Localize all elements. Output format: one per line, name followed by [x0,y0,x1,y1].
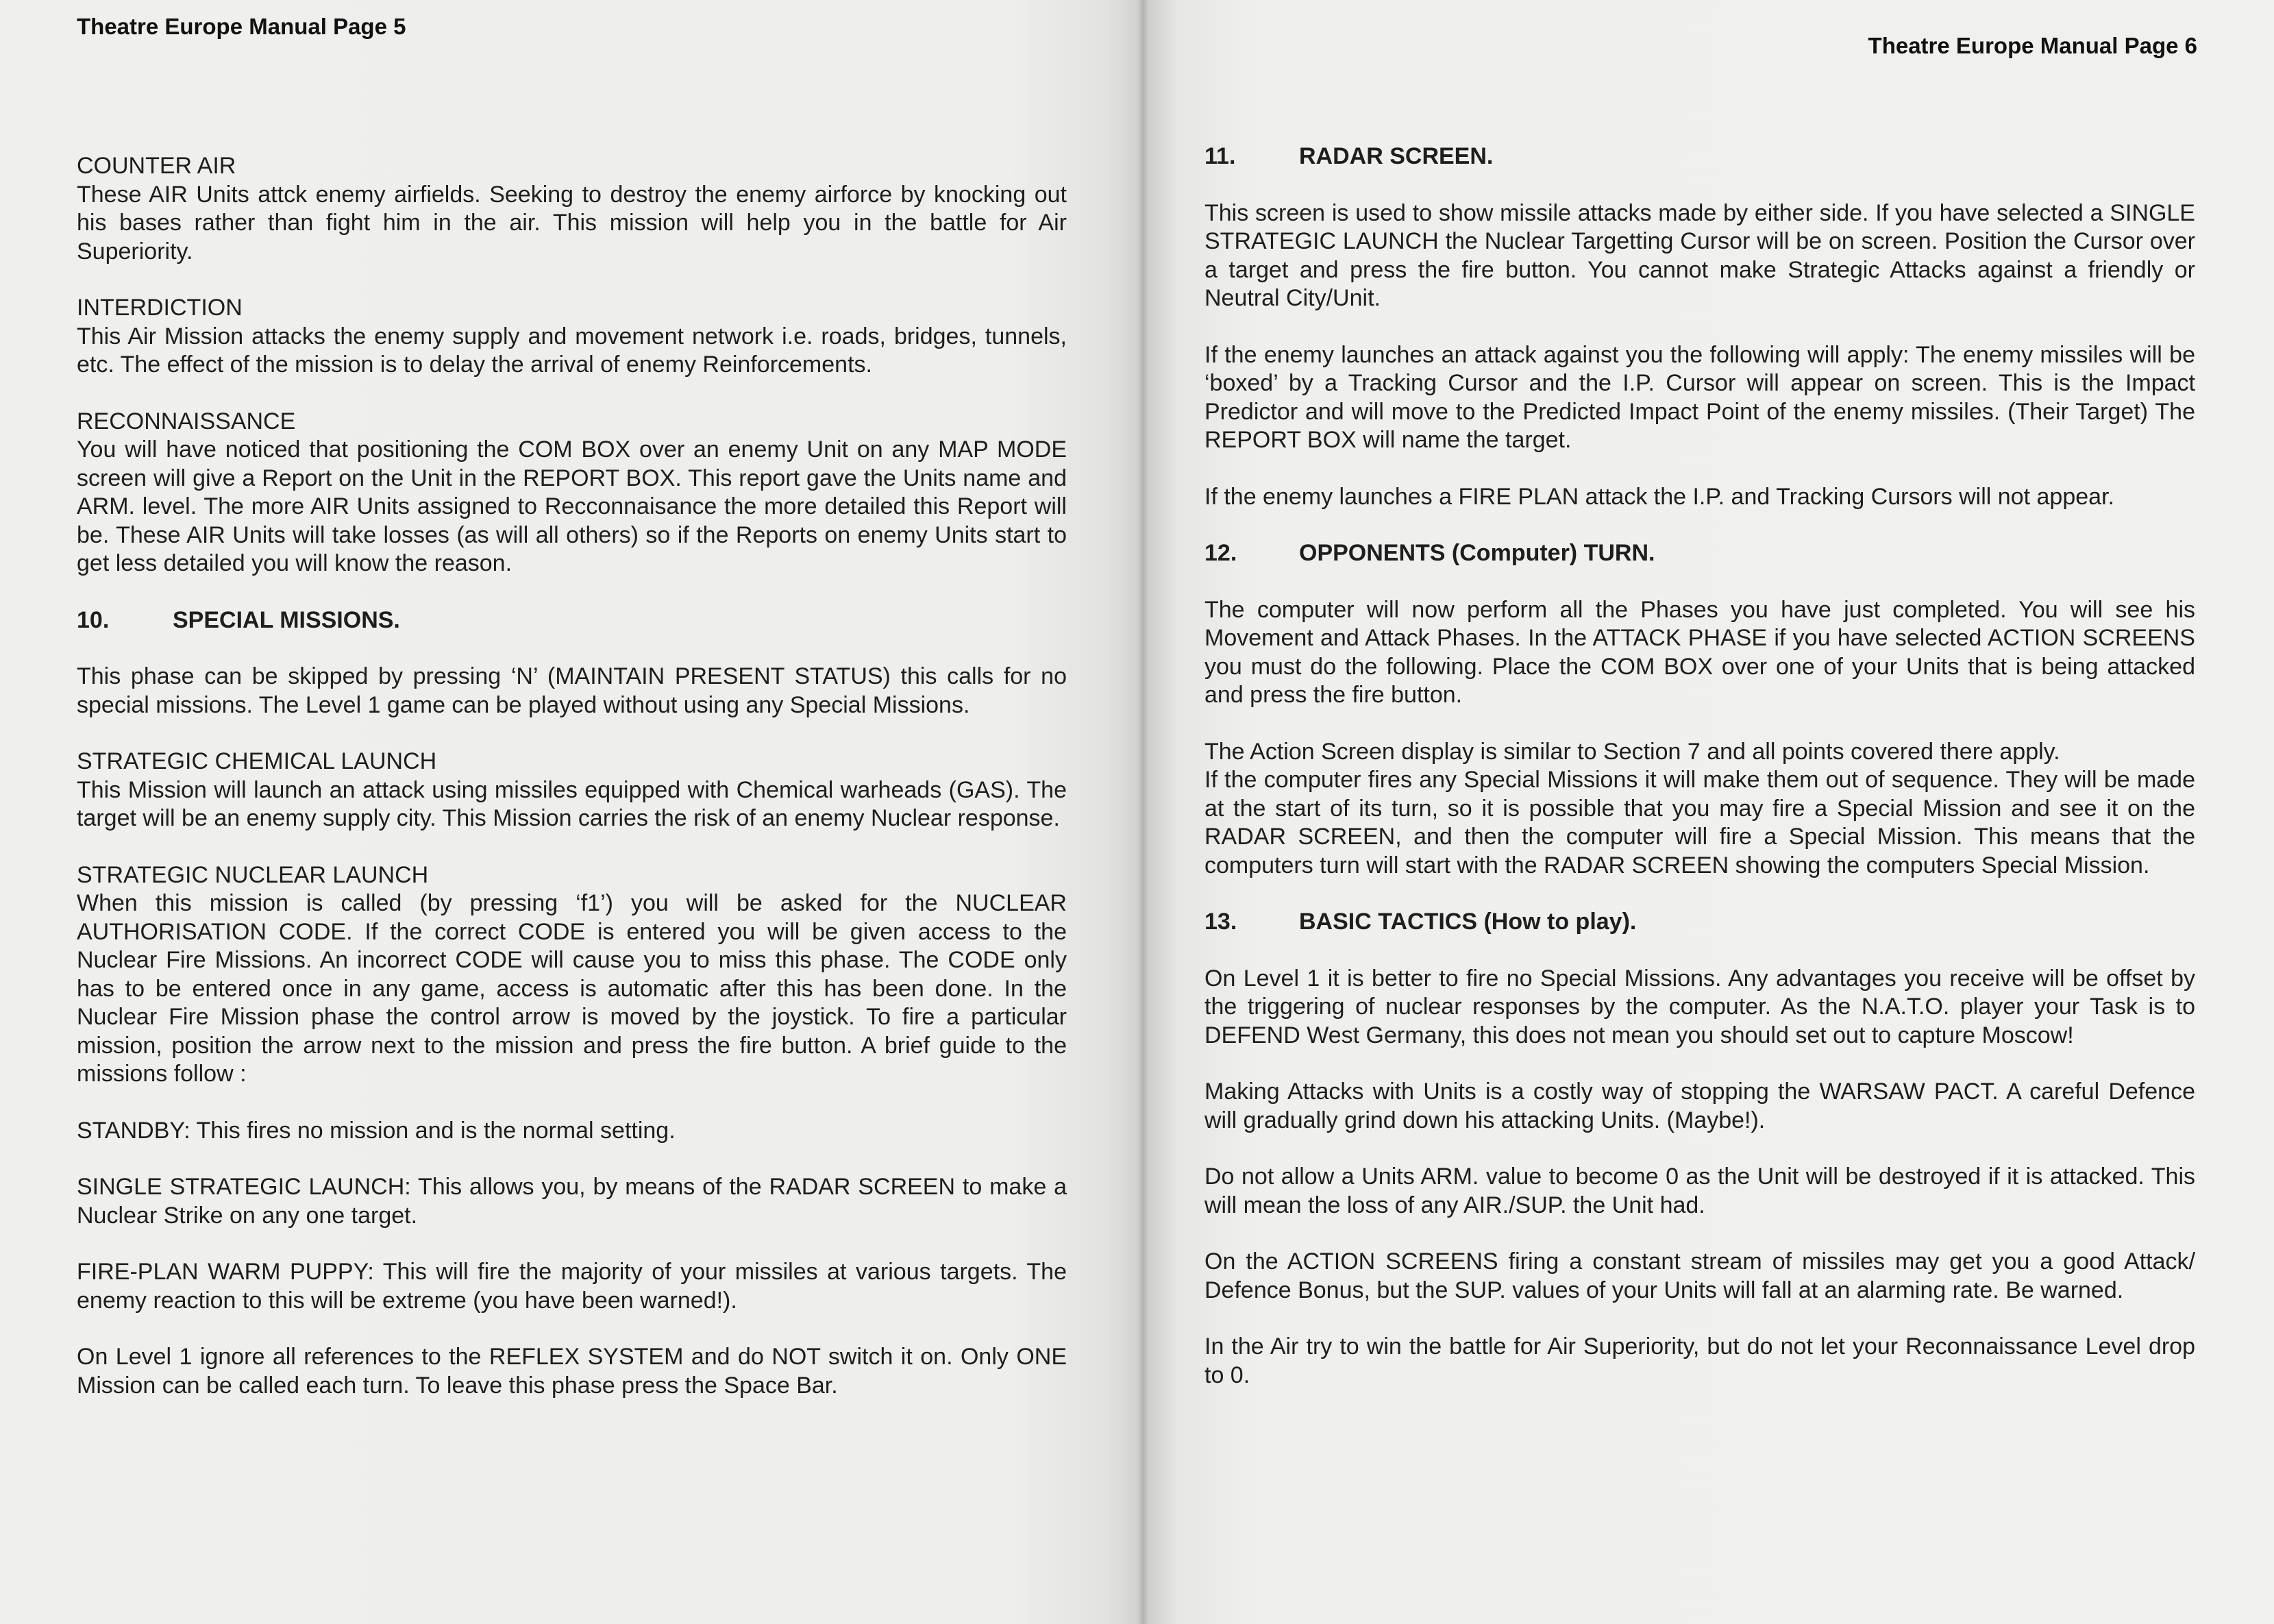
section-heading [1204,143,2195,171]
section-subtitle: INTERDICTION [77,295,243,321]
page-header: Theatre Europe Manual Page 5 [77,14,406,39]
section-paragraph: SINGLE STRATEGIC LAUNCH: This allows you, by means of the RADAR SCREEN to make a Nuclear Strike on any one target. [77,1174,1067,1229]
opponents-paragraph-2 [1204,738,2195,881]
section-paragraph: This Air Mission attacks the enemy supply and movement network i.e. roads, bridges, tunnels, etc. The effect of the mission is to delay the arrival of enemy Reinforcements. [77,323,1067,378]
manual-page-6 [1143,0,2274,1624]
radar-paragraph-3 [1204,483,2195,512]
section-paragraph: The computer will now perform all the Phases you have just completed. You will see his Movement and Attack Phases. In the ATTACK PHASE if you have selected ACTION SCREENS you must do the following. Place the COM BOX over one of your Units that is being attacked and press the fire button. [1204,596,2195,708]
radar-paragraph-2 [1204,341,2195,455]
section-title: SPECIAL MISSIONS. [173,606,400,633]
single-launch-entry [77,1173,1067,1230]
section-paragraph: Making Attacks with Units is a costly way of stopping the WARSAW PACT. A careful Defence will gradually grind down his attacking Units. (Maybe!). [1204,1079,2195,1133]
section-heading [1204,908,2195,937]
fire-plan-entry [77,1258,1067,1315]
section-paragraph: You will have noticed that positioning the COM BOX over an enemy Unit on any MAP MODE screen will give a Report on the Unit in the REPORT BOX. This report gave the Units name and ARM. level. The more AIR Units assigned to Recconnaisance the more detailed this Report will be. These AIR Units will take losses (as will all others) so if the Reports on enemy Units start to get less detailed you will know the reason. [77,436,1067,576]
tactics-paragraph-2 [1204,1078,2195,1135]
section-paragraph: This screen is used to show missile attacks made by either side. If you have selected a SINGLE STRATEGIC LAUNCH the Nuclear Targetting Cursor will be on screen. Position the Cursor over a target and press the fire button. You cannot make Strategic Attacks against a friendly or Neutral City/Unit. [1204,199,2195,311]
page-header: Theatre Europe Manual Page 6 [1868,33,2197,58]
interdiction-section [77,294,1067,380]
section-paragraph: In the Air try to win the battle for Air Superiority, but do not let your Reconnaissance Level drop to 0. [1204,1333,2195,1388]
book-gutter [1137,0,1148,1624]
section-paragraph: If the enemy launches a FIRE PLAN attack the I.P. and Tracking Cursors will not appear. [1204,483,2114,510]
section-paragraph: The Action Screen display is similar to Section 7 and all points covered there apply. [1204,738,2060,765]
section-paragraph: These AIR Units attck enemy airfields. Seeking to destroy the enemy airforce by knocking out his bases rather than fight him in the air. This mission will help you in the battle for Air Superiority. [77,181,1067,264]
section-paragraph: STANDBY: This fires no mission and is the normal setting. [77,1117,676,1144]
page-6-content [1204,143,2195,1418]
section-paragraph: If the computer fires any Special Missions it will make them out of sequence. They will be made at the start of its turn, so it is possible that you may fire a Special Mission and see it on the RADAR SCREEN, and then the computer will fire a Special Mission. This means that the computers turn will start with the RADAR SCREEN showing the computers Special Mission. [1204,767,2195,878]
section-paragraph: On the ACTION SCREENS firing a constant stream of missiles may get you a good Attack/ Defence Bonus, but the SUP. values of your Units will fall at an alarming rate. Be warned. [1204,1248,2195,1303]
special-missions-intro [77,663,1067,719]
strategic-chemical-section [77,748,1067,833]
section-heading [1204,539,2195,568]
section-title: BASIC TACTICS (How to play). [1299,909,1637,935]
tactics-paragraph-4 [1204,1248,2195,1305]
section-paragraph: This phase can be skipped by pressing ‘N’ (MAINTAIN PRESENT STATUS) this calls for no special missions. The Level 1 game can be played without using any Special Missions. [77,663,1067,718]
counter-air-section [77,152,1067,266]
section-subtitle: RECONNAISSANCE [77,408,296,434]
tactics-paragraph-5 [1204,1333,2195,1390]
section-paragraph: When this mission is called (by pressing ‘f1’) you will be asked for the NUCLEAR AUTHORISATION CODE. If the correct CODE is entered you will be given access to the Nuclear Fire Missions. An incorrect CODE will cause you to miss this phase. The CODE only has to be entered once in any game, access is automatic after this has been done. In the Nuclear Fire Mission phase the control arrow is moved by the joystick. To fire a particular mission, position the arrow next to the mission and press the fire button. A brief guide to the missions follow : [77,890,1067,1087]
section-paragraph: On Level 1 ignore all references to the REFLEX SYSTEM and do NOT switch it on. Only ONE Mission can be called each turn. To leave this phase press the Space Bar. [77,1344,1067,1399]
tactics-paragraph-3 [1204,1163,2195,1220]
section-paragraph: On Level 1 it is better to fire no Special Missions. Any advantages you receive will be offset by the triggering of nuclear responses by the computer. As the N.A.T.O. player your Task is to DEFEND West Germany, this does not mean you should set out to capture Moscow! [1204,965,2195,1048]
section-subtitle: STRATEGIC NUCLEAR LAUNCH [77,861,429,888]
section-title: OPPONENTS (Computer) TURN. [1299,540,1655,566]
section-subtitle: STRATEGIC CHEMICAL LAUNCH [77,748,437,774]
section-heading [77,606,1067,635]
page-5-content [77,152,1067,1428]
section-paragraph: Do not allow a Units ARM. value to become 0 as the Unit will be destroyed if it is attacked. This will mean the loss of any AIR./SUP. the Unit had. [1204,1164,2195,1218]
section-subtitle: COUNTER AIR [77,153,236,179]
radar-paragraph-1 [1204,199,2195,313]
section-title: RADAR SCREEN. [1299,143,1494,169]
section-paragraph: If the enemy launches an attack against you the following will apply: The enemy missiles will be ‘boxed’ by a Tracking Cursor and the I.P. Cursor will appear on screen. This is the Impact Predictor and will move to the Predicted Impact Point of the enemy missiles. (Their Target) The REPORT BOX will name the target. [1204,341,2195,453]
section-number: 10. [77,606,110,633]
strategic-nuclear-section [77,861,1067,1089]
reconnaissance-section [77,408,1067,578]
section-paragraph: This Mission will launch an attack using missiles equipped with Chemical warheads (GAS). The target will be an enemy supply city. This Mission carries the risk of an enemy Nuclear response. [77,776,1067,831]
tactics-paragraph-1 [1204,965,2195,1050]
section-number: 11. [1204,143,1236,169]
section-number: 13. [1204,909,1237,935]
section-paragraph: FIRE-PLAN WARM PUPPY: This will fire the majority of your missiles at various targets. The enemy reaction to this will be extreme (you have been warned!). [77,1259,1067,1314]
level1-note [77,1343,1067,1400]
section-number: 12. [1204,540,1237,566]
standby-entry [77,1117,1067,1146]
opponents-paragraph-1 [1204,596,2195,710]
